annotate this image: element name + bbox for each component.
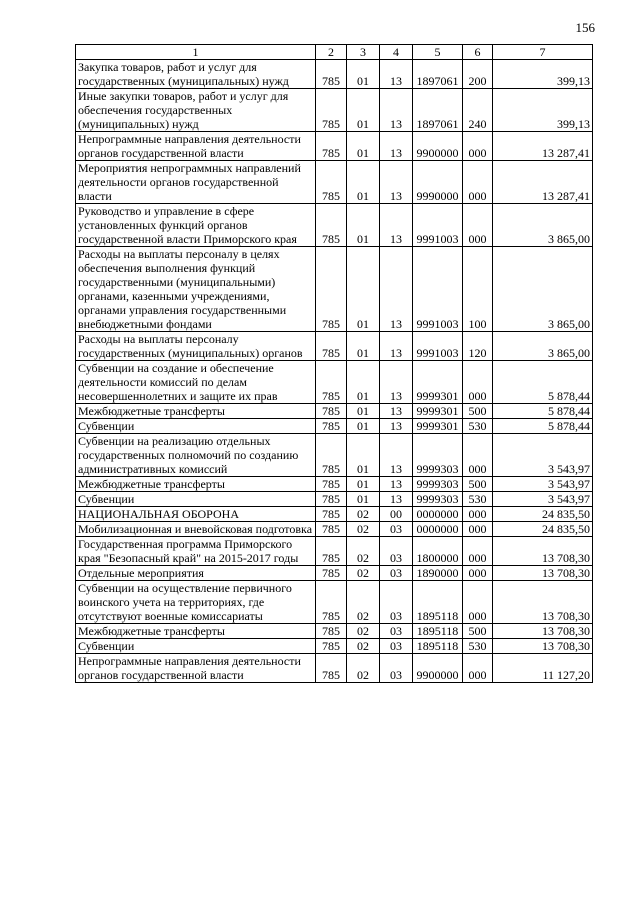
row-ved-cell: 785: [316, 566, 347, 581]
row-sum-cell: 3 543,97: [493, 492, 593, 507]
row-csr-cell: 9999303: [413, 477, 463, 492]
row-sum-cell: 399,13: [493, 60, 593, 89]
row-name-cell: Отдельные мероприятия: [76, 566, 316, 581]
row-csr-cell: 0000000: [413, 507, 463, 522]
row-pr-cell: 13: [380, 492, 413, 507]
row-ved-cell: 785: [316, 60, 347, 89]
row-ved-cell: 785: [316, 247, 347, 332]
row-ved-cell: 785: [316, 624, 347, 639]
row-name-cell: Мобилизационная и вневойсковая подготовка: [76, 522, 316, 537]
row-pr-cell: 03: [380, 624, 413, 639]
row-vr-cell: 000: [463, 204, 493, 247]
table-row: [76, 247, 593, 332]
row-ved-cell: 785: [316, 89, 347, 132]
table-row: [76, 60, 593, 89]
row-csr-cell: 1800000: [413, 537, 463, 566]
row-vr-cell: 000: [463, 132, 493, 161]
row-name-cell: Государственная программа Приморского края "Безопасный край" на 2015-2017 годы: [76, 537, 316, 566]
row-name-cell: Межбюджетные трансферты: [76, 477, 316, 492]
header-cell: 5: [413, 45, 463, 60]
row-csr-cell: 9900000: [413, 654, 463, 683]
budget-table: [75, 44, 593, 683]
header-cell: 3: [347, 45, 380, 60]
row-vr-cell: 000: [463, 566, 493, 581]
row-sum-cell: 13 708,30: [493, 537, 593, 566]
row-name-cell: Расходы на выплаты персоналу в целях обеспечения выполнения функций государственными (муниципальными) органами, казенными учреждениями, органами управления государственными внебюджетными фондами: [76, 247, 316, 332]
row-name-cell: Субвенции на осуществление первичного воинского учета на территориях, где отсутствуют военные комиссариаты: [76, 581, 316, 624]
row-rz-cell: 01: [347, 477, 380, 492]
row-name-cell: Непрограммные направления деятельности органов государственной власти: [76, 654, 316, 683]
row-csr-cell: 9991003: [413, 204, 463, 247]
row-vr-cell: 530: [463, 492, 493, 507]
table-row: [76, 132, 593, 161]
row-vr-cell: 500: [463, 624, 493, 639]
row-ved-cell: 785: [316, 132, 347, 161]
row-name-cell: Иные закупки товаров, работ и услуг для обеспечения государственных (муниципальных) нужд: [76, 89, 316, 132]
row-csr-cell: 9999301: [413, 361, 463, 404]
row-pr-cell: 13: [380, 434, 413, 477]
row-pr-cell: 03: [380, 639, 413, 654]
table-row: [76, 492, 593, 507]
row-rz-cell: 01: [347, 89, 380, 132]
row-pr-cell: 00: [380, 507, 413, 522]
row-name-cell: Субвенции: [76, 419, 316, 434]
table-row: [76, 566, 593, 581]
row-ved-cell: 785: [316, 639, 347, 654]
table-row: [76, 89, 593, 132]
row-rz-cell: 02: [347, 624, 380, 639]
row-pr-cell: 13: [380, 89, 413, 132]
table-row: [76, 204, 593, 247]
row-pr-cell: 03: [380, 537, 413, 566]
row-rz-cell: 02: [347, 654, 380, 683]
row-rz-cell: 02: [347, 507, 380, 522]
row-csr-cell: 1895118: [413, 624, 463, 639]
row-csr-cell: 1890000: [413, 566, 463, 581]
row-rz-cell: 02: [347, 581, 380, 624]
row-sum-cell: 13 708,30: [493, 624, 593, 639]
row-csr-cell: 1895118: [413, 639, 463, 654]
row-sum-cell: 3 543,97: [493, 477, 593, 492]
row-csr-cell: 0000000: [413, 522, 463, 537]
row-sum-cell: 3 865,00: [493, 247, 593, 332]
row-name-cell: Межбюджетные трансферты: [76, 404, 316, 419]
row-csr-cell: 9990000: [413, 161, 463, 204]
row-sum-cell: 3 865,00: [493, 332, 593, 361]
row-rz-cell: 02: [347, 639, 380, 654]
row-vr-cell: 240: [463, 89, 493, 132]
row-csr-cell: 9991003: [413, 332, 463, 361]
table-row: [76, 477, 593, 492]
row-csr-cell: 9999301: [413, 404, 463, 419]
row-sum-cell: 3 543,97: [493, 434, 593, 477]
table-row: [76, 419, 593, 434]
row-pr-cell: 13: [380, 404, 413, 419]
row-vr-cell: 000: [463, 507, 493, 522]
row-csr-cell: 1897061: [413, 89, 463, 132]
table-row: [76, 361, 593, 404]
row-name-cell: Межбюджетные трансферты: [76, 624, 316, 639]
table-row: [76, 404, 593, 419]
row-sum-cell: 24 835,50: [493, 507, 593, 522]
row-sum-cell: 399,13: [493, 89, 593, 132]
row-sum-cell: 5 878,44: [493, 419, 593, 434]
row-rz-cell: 02: [347, 566, 380, 581]
row-name-cell: Субвенции на создание и обеспечение деятельности комиссий по делам несовершеннолетних и защите их прав: [76, 361, 316, 404]
row-rz-cell: 01: [347, 332, 380, 361]
row-pr-cell: 13: [380, 60, 413, 89]
row-ved-cell: 785: [316, 581, 347, 624]
row-ved-cell: 785: [316, 332, 347, 361]
row-vr-cell: 120: [463, 332, 493, 361]
row-rz-cell: 01: [347, 492, 380, 507]
row-rz-cell: 01: [347, 419, 380, 434]
row-pr-cell: 03: [380, 654, 413, 683]
row-name-cell: Мероприятия непрограммных направлений деятельности органов государственной власти: [76, 161, 316, 204]
row-rz-cell: 02: [347, 537, 380, 566]
row-name-cell: Закупка товаров, работ и услуг для государственных (муниципальных) нужд: [76, 60, 316, 89]
header-cell: 2: [316, 45, 347, 60]
row-sum-cell: 24 835,50: [493, 522, 593, 537]
table-row: [76, 581, 593, 624]
row-rz-cell: 01: [347, 361, 380, 404]
table-row: [76, 507, 593, 522]
row-name-cell: Субвенции: [76, 492, 316, 507]
row-pr-cell: 13: [380, 204, 413, 247]
row-rz-cell: 01: [347, 161, 380, 204]
row-ved-cell: 785: [316, 507, 347, 522]
row-pr-cell: 03: [380, 566, 413, 581]
row-ved-cell: 785: [316, 434, 347, 477]
row-pr-cell: 13: [380, 247, 413, 332]
row-ved-cell: 785: [316, 404, 347, 419]
row-ved-cell: 785: [316, 419, 347, 434]
table-row: [76, 434, 593, 477]
row-ved-cell: 785: [316, 537, 347, 566]
row-ved-cell: 785: [316, 204, 347, 247]
header-cell: 1: [76, 45, 316, 60]
table-row: [76, 522, 593, 537]
row-name-cell: Расходы на выплаты персоналу государственных (муниципальных) органов: [76, 332, 316, 361]
row-vr-cell: 500: [463, 404, 493, 419]
table-row: [76, 537, 593, 566]
row-ved-cell: 785: [316, 361, 347, 404]
row-vr-cell: 000: [463, 161, 493, 204]
row-sum-cell: 13 708,30: [493, 566, 593, 581]
row-csr-cell: 1897061: [413, 60, 463, 89]
row-name-cell: Субвенции: [76, 639, 316, 654]
row-csr-cell: 1895118: [413, 581, 463, 624]
row-sum-cell: 11 127,20: [493, 654, 593, 683]
row-vr-cell: 200: [463, 60, 493, 89]
table-row: [76, 654, 593, 683]
row-vr-cell: 000: [463, 434, 493, 477]
row-pr-cell: 03: [380, 581, 413, 624]
row-csr-cell: 9999301: [413, 419, 463, 434]
table-row: [76, 332, 593, 361]
row-vr-cell: 000: [463, 361, 493, 404]
page-number: 156: [575, 20, 595, 35]
row-csr-cell: 9991003: [413, 247, 463, 332]
row-name-cell: Руководство и управление в сфере установленных функций органов государственной власти Приморского края: [76, 204, 316, 247]
row-name-cell: НАЦИОНАЛЬНАЯ ОБОРОНА: [76, 507, 316, 522]
row-csr-cell: 9900000: [413, 132, 463, 161]
row-sum-cell: 13 287,41: [493, 161, 593, 204]
row-vr-cell: 000: [463, 522, 493, 537]
row-vr-cell: 000: [463, 537, 493, 566]
row-rz-cell: 02: [347, 522, 380, 537]
row-rz-cell: 01: [347, 60, 380, 89]
row-sum-cell: 5 878,44: [493, 361, 593, 404]
row-sum-cell: 13 708,30: [493, 639, 593, 654]
row-ved-cell: 785: [316, 522, 347, 537]
row-pr-cell: 03: [380, 522, 413, 537]
table-row: [76, 624, 593, 639]
row-vr-cell: 500: [463, 477, 493, 492]
header-cell: 7: [493, 45, 593, 60]
row-ved-cell: 785: [316, 477, 347, 492]
row-name-cell: Непрограммные направления деятельности органов государственной власти: [76, 132, 316, 161]
row-vr-cell: 530: [463, 639, 493, 654]
row-csr-cell: 9999303: [413, 434, 463, 477]
row-vr-cell: 000: [463, 654, 493, 683]
row-pr-cell: 13: [380, 477, 413, 492]
row-pr-cell: 13: [380, 332, 413, 361]
row-sum-cell: 13 708,30: [493, 581, 593, 624]
row-name-cell: Субвенции на реализацию отдельных государственных полномочий по созданию административных комиссий: [76, 434, 316, 477]
header-cell: 4: [380, 45, 413, 60]
row-vr-cell: 530: [463, 419, 493, 434]
header-cell: 6: [463, 45, 493, 60]
row-rz-cell: 01: [347, 132, 380, 161]
row-ved-cell: 785: [316, 654, 347, 683]
row-rz-cell: 01: [347, 204, 380, 247]
row-ved-cell: 785: [316, 492, 347, 507]
row-pr-cell: 13: [380, 361, 413, 404]
row-vr-cell: 100: [463, 247, 493, 332]
row-rz-cell: 01: [347, 247, 380, 332]
row-rz-cell: 01: [347, 404, 380, 419]
row-sum-cell: 13 287,41: [493, 132, 593, 161]
row-pr-cell: 13: [380, 419, 413, 434]
row-sum-cell: 3 865,00: [493, 204, 593, 247]
row-rz-cell: 01: [347, 434, 380, 477]
row-pr-cell: 13: [380, 161, 413, 204]
row-vr-cell: 000: [463, 581, 493, 624]
table-row: [76, 639, 593, 654]
table-row: [76, 161, 593, 204]
table-header-row: [76, 45, 593, 60]
row-ved-cell: 785: [316, 161, 347, 204]
row-pr-cell: 13: [380, 132, 413, 161]
row-csr-cell: 9999303: [413, 492, 463, 507]
row-sum-cell: 5 878,44: [493, 404, 593, 419]
